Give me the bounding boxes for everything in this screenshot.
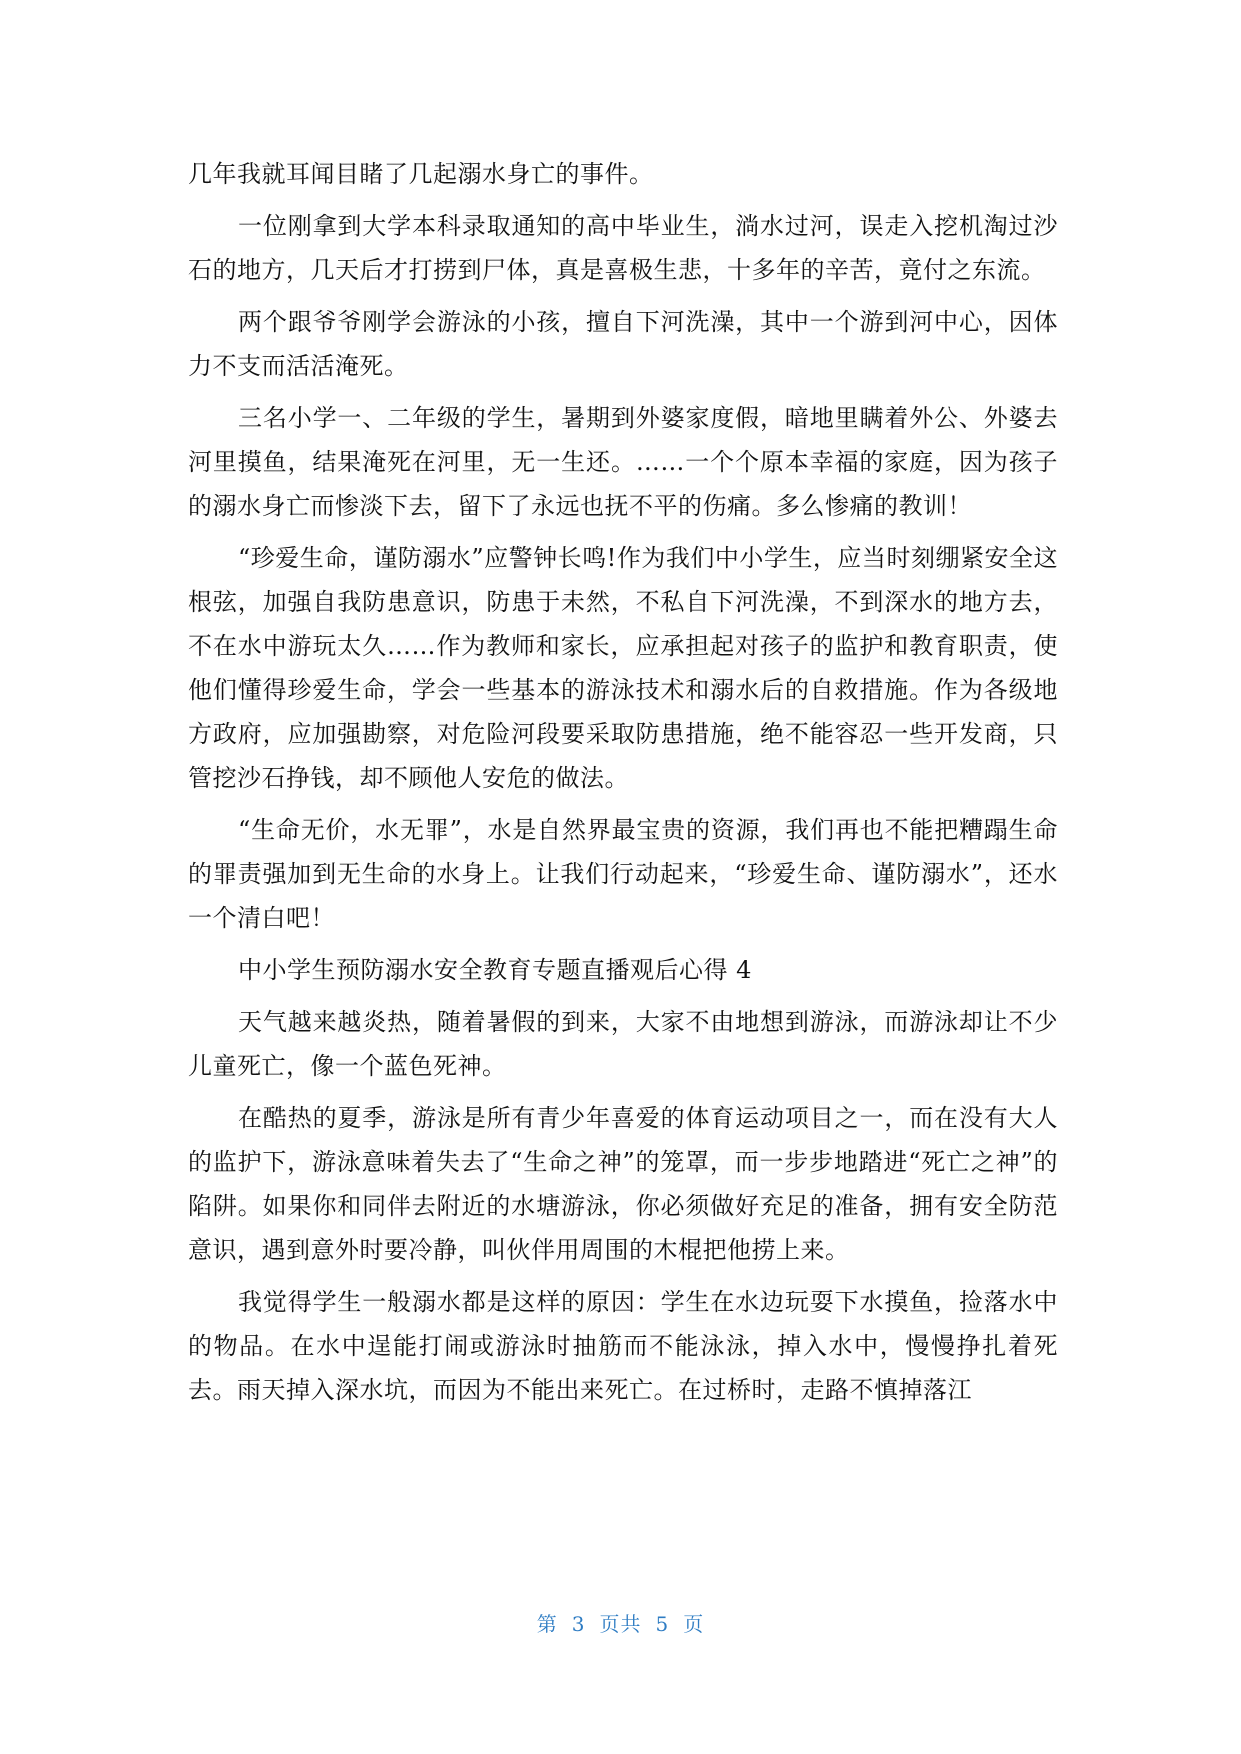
page-label-suffix: 页 xyxy=(683,1612,705,1636)
paragraph: “珍爱生命，谨防溺水”应警钟长鸣!作为我们中小学生，应当时刻绷紧安全这根弦，加强自我防患意识，防患于未然，不私自下河洗澡，不到深水的地方去，不在水中游玩太久……作为教师和家长，应承担起对孩子的监护和教育职责，使他们懂得珍爱生命，学会一些基本的游泳技术和溺水后的自救措施。作为各级地方政府，应加强勘察，对危险河段要采取防患措施，绝不能容忍一些开发商，只管挖沙石挣钱，却不顾他人安危的做法。 xyxy=(188,544,1058,792)
paragraph: 一位刚拿到大学本科录取通知的高中毕业生，淌水过河，误走入挖机淘过沙石的地方，几天后才打捞到尸体，真是喜极生悲，十多年的辛苦，竟付之东流。 xyxy=(188,212,1058,284)
paragraph: 我觉得学生一般溺水都是这样的原因：学生在水边玩耍下水摸鱼，捡落水中的物品。在水中逞能打闹或游泳时抽筋而不能泳泳，掉入水中，慢慢挣扎着死去。雨天掉入深水坑，而因为不能出来死亡。在过桥时，走路不慎掉落江 xyxy=(188,1288,1058,1404)
document-body xyxy=(188,152,1058,1412)
paragraph: “生命无价，水无罪”，水是自然界最宝贵的资源，我们再也不能把糟蹋生命的罪责强加到无生命的水身上。让我们行动起来，“珍爱生命、谨防溺水”，还水一个清白吧！ xyxy=(188,816,1058,932)
section-heading: 中小学生预防溺水安全教育专题直播观后心得 4 xyxy=(238,956,752,984)
page-label-middle: 页共 xyxy=(599,1612,642,1636)
page-footer xyxy=(0,1608,1241,1637)
paragraph: 天气越来越炎热，随着暑假的到来，大家不由地想到游泳，而游泳却让不少儿童死亡，像一个蓝色死神。 xyxy=(188,1008,1058,1080)
current-page-number: 3 xyxy=(571,1612,586,1636)
paragraph-continuation: 几年我就耳闻目睹了几起溺水身亡的事件。 xyxy=(188,160,654,188)
paragraph: 在酷热的夏季，游泳是所有青少年喜爱的体育运动项目之一，而在没有大人的监护下，游泳意味着失去了“生命之神”的笼罩，而一步步地踏进“死亡之神”的陷阱。如果你和同伴去附近的水塘游泳，你必须做好充足的准备，拥有安全防范意识，遇到意外时要冷静，叫伙伴用周围的木棍把他捞上来。 xyxy=(188,1104,1058,1264)
paragraph: 三名小学一、二年级的学生，暑期到外婆家度假，暗地里瞒着外公、外婆去河里摸鱼，结果淹死在河里，无一生还。……一个个原本幸福的家庭，因为孩子的溺水身亡而惨淡下去，留下了永远也抚不平的伤痛。多么惨痛的教训！ xyxy=(188,404,1058,520)
page-label-prefix: 第 xyxy=(536,1612,558,1636)
total-pages-number: 5 xyxy=(655,1612,670,1636)
paragraph: 两个跟爷爷刚学会游泳的小孩，擅自下河洗澡，其中一个游到河中心，因体力不支而活活淹死。 xyxy=(188,308,1058,380)
